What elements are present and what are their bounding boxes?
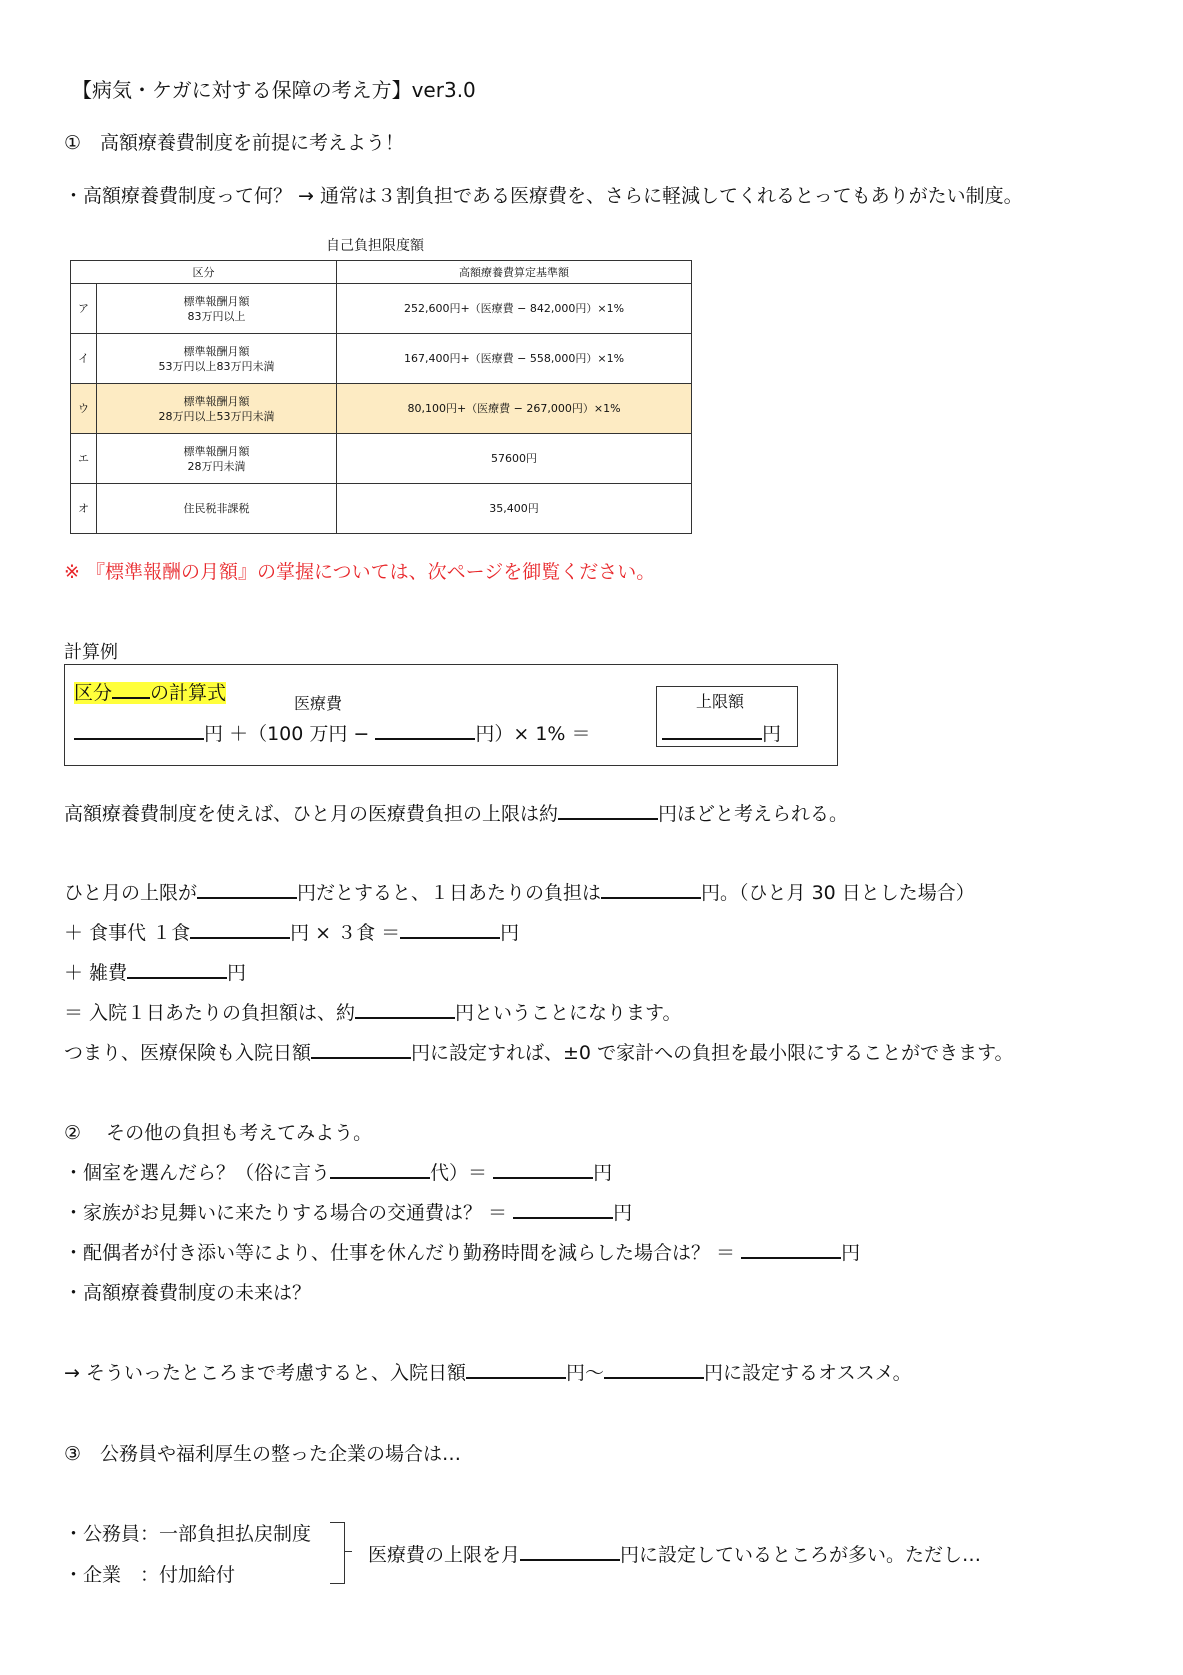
public-servant-item: ・公務員：一部負担払戻制度 — [64, 1523, 312, 1545]
category-blank[interactable] — [112, 679, 150, 699]
daily-min-blank[interactable] — [466, 1359, 566, 1379]
limit-answer: 円 — [662, 719, 781, 746]
room-fee-name-blank[interactable] — [330, 1159, 430, 1179]
table-header-row — [71, 261, 692, 284]
row-code: オ — [71, 484, 97, 534]
row-code: ウ — [71, 384, 97, 434]
table-row — [71, 284, 692, 334]
daily-total-line: ＝ 入院１日あたりの負担額は、約 円ということになります。 — [64, 998, 682, 1025]
medical-cost-label: 医療費 — [294, 694, 343, 713]
table-header-category: 区分 — [71, 261, 337, 284]
meal-cost-blank[interactable] — [190, 919, 290, 939]
daily-benefit-blank[interactable] — [311, 1039, 411, 1059]
table-row — [71, 484, 692, 534]
row-income: 標準報酬月額 53万円以上83万円未満 — [97, 334, 337, 384]
limit-blank[interactable] — [662, 720, 762, 740]
room-fee-blank[interactable] — [493, 1159, 593, 1179]
right-bracket — [330, 1522, 345, 1584]
monthly-cap-blank[interactable] — [520, 1541, 620, 1561]
monthly-limit-line: 高額療養費制度を使えば、ひと月の医療費負担の上限は約 円ほどと考えられる。 — [64, 799, 848, 826]
future-line: ・高額療養費制度の未来は？ — [64, 1282, 312, 1304]
bracket-text: 医療費の上限を月 円に設定しているところが多い。ただし… — [368, 1540, 981, 1567]
page-title: 【病気・ケガに対する保障の考え方】ver3.0 — [72, 78, 476, 102]
lost-income-blank[interactable] — [741, 1239, 841, 1259]
limit-label: 上限額 — [696, 692, 745, 711]
row-amount: 57600円 — [337, 434, 692, 484]
table-caption: 自己負担限度額 — [326, 238, 424, 254]
transport-line: ・家族がお見舞いに来たりする場合の交通費は？ ＝ 円 — [64, 1198, 632, 1225]
row-income: 標準報酬月額 28万円未満 — [97, 434, 337, 484]
row-code: ア — [71, 284, 97, 334]
row-amount: 80,100円+（医療費 − 267,000円）×1% — [337, 384, 692, 434]
row-income: 標準報酬月額 28万円以上53万円未満 — [97, 384, 337, 434]
table-row-highlighted — [71, 384, 692, 434]
row-code: イ — [71, 334, 97, 384]
meal-total-blank[interactable] — [400, 919, 500, 939]
spouse-income-line: ・配偶者が付き添い等により、仕事を休んだり勤務時間を減らした場合は？ ＝ 円 — [64, 1238, 860, 1265]
table-row — [71, 434, 692, 484]
section-1-bullet: ・高額療養費制度って何？ → 通常は３割負担である医療費を、さらに軽減してくれるとってもありがたい制度。 — [64, 185, 1023, 207]
monthly-limit-blank-2[interactable] — [197, 879, 297, 899]
section-2-heading: ② その他の負担も考えてみよう。 — [64, 1122, 373, 1144]
daily-burden-line: ひと月の上限が 円だとすると、１日あたりの負担は 円。（ひと月 30 日とした場合） — [64, 878, 975, 905]
monthly-limit-blank[interactable] — [558, 800, 658, 820]
limit-table — [70, 260, 692, 534]
base-amount-blank[interactable] — [74, 720, 204, 740]
row-amount: 35,400円 — [337, 484, 692, 534]
formula-line: 円 ＋（100 万円 − 円）× 1% ＝ — [74, 719, 591, 746]
daily-burden-blank[interactable] — [601, 879, 701, 899]
misc-cost-line: ＋ 雑費 円 — [64, 958, 246, 985]
table-row — [71, 334, 692, 384]
medical-cost-blank[interactable] — [375, 720, 475, 740]
formula-title-lead: 区分 の計算式 — [74, 682, 226, 704]
section-1-heading: ① 高額療養費制度を前提に考えよう！ — [64, 132, 405, 154]
daily-max-blank[interactable] — [604, 1359, 704, 1379]
row-income: 住民税非課税 — [97, 484, 337, 534]
conclusion-line: つまり、医療保険も入院日額 円に設定すれば、±0 で家計への負担を最小限にすることができます。 — [64, 1038, 1014, 1065]
transport-cost-blank[interactable] — [513, 1199, 613, 1219]
reference-note: ※ 『標準報酬の月額』の掌握については、次ページを御覧ください。 — [64, 561, 656, 583]
row-amount: 252,600円+（医療費 − 842,000円）×1% — [337, 284, 692, 334]
calc-label: 計算例 — [64, 642, 118, 663]
table-header-amount: 高額療養費算定基準額 — [337, 261, 692, 284]
private-room-line: ・個室を選んだら？（俗に言う 代）＝ 円 — [64, 1158, 612, 1185]
row-amount: 167,400円+（医療費 − 558,000円）×1% — [337, 334, 692, 384]
daily-total-blank[interactable] — [355, 999, 455, 1019]
misc-cost-blank[interactable] — [127, 959, 227, 979]
meal-cost-line: ＋ 食事代 １食 円 × ３食 ＝ 円 — [64, 918, 519, 945]
row-code: エ — [71, 434, 97, 484]
bracket-tick — [344, 1551, 352, 1552]
formula-title — [74, 678, 226, 705]
row-income: 標準報酬月額 83万円以上 — [97, 284, 337, 334]
section-3-heading: ③ 公務員や福利厚生の整った企業の場合は… — [64, 1443, 462, 1465]
company-item: ・企業 ：付加給付 — [64, 1564, 236, 1586]
recommendation-line: → そういったところまで考慮すると、入院日額 円～ 円に設定するオススメ。 — [64, 1358, 912, 1385]
